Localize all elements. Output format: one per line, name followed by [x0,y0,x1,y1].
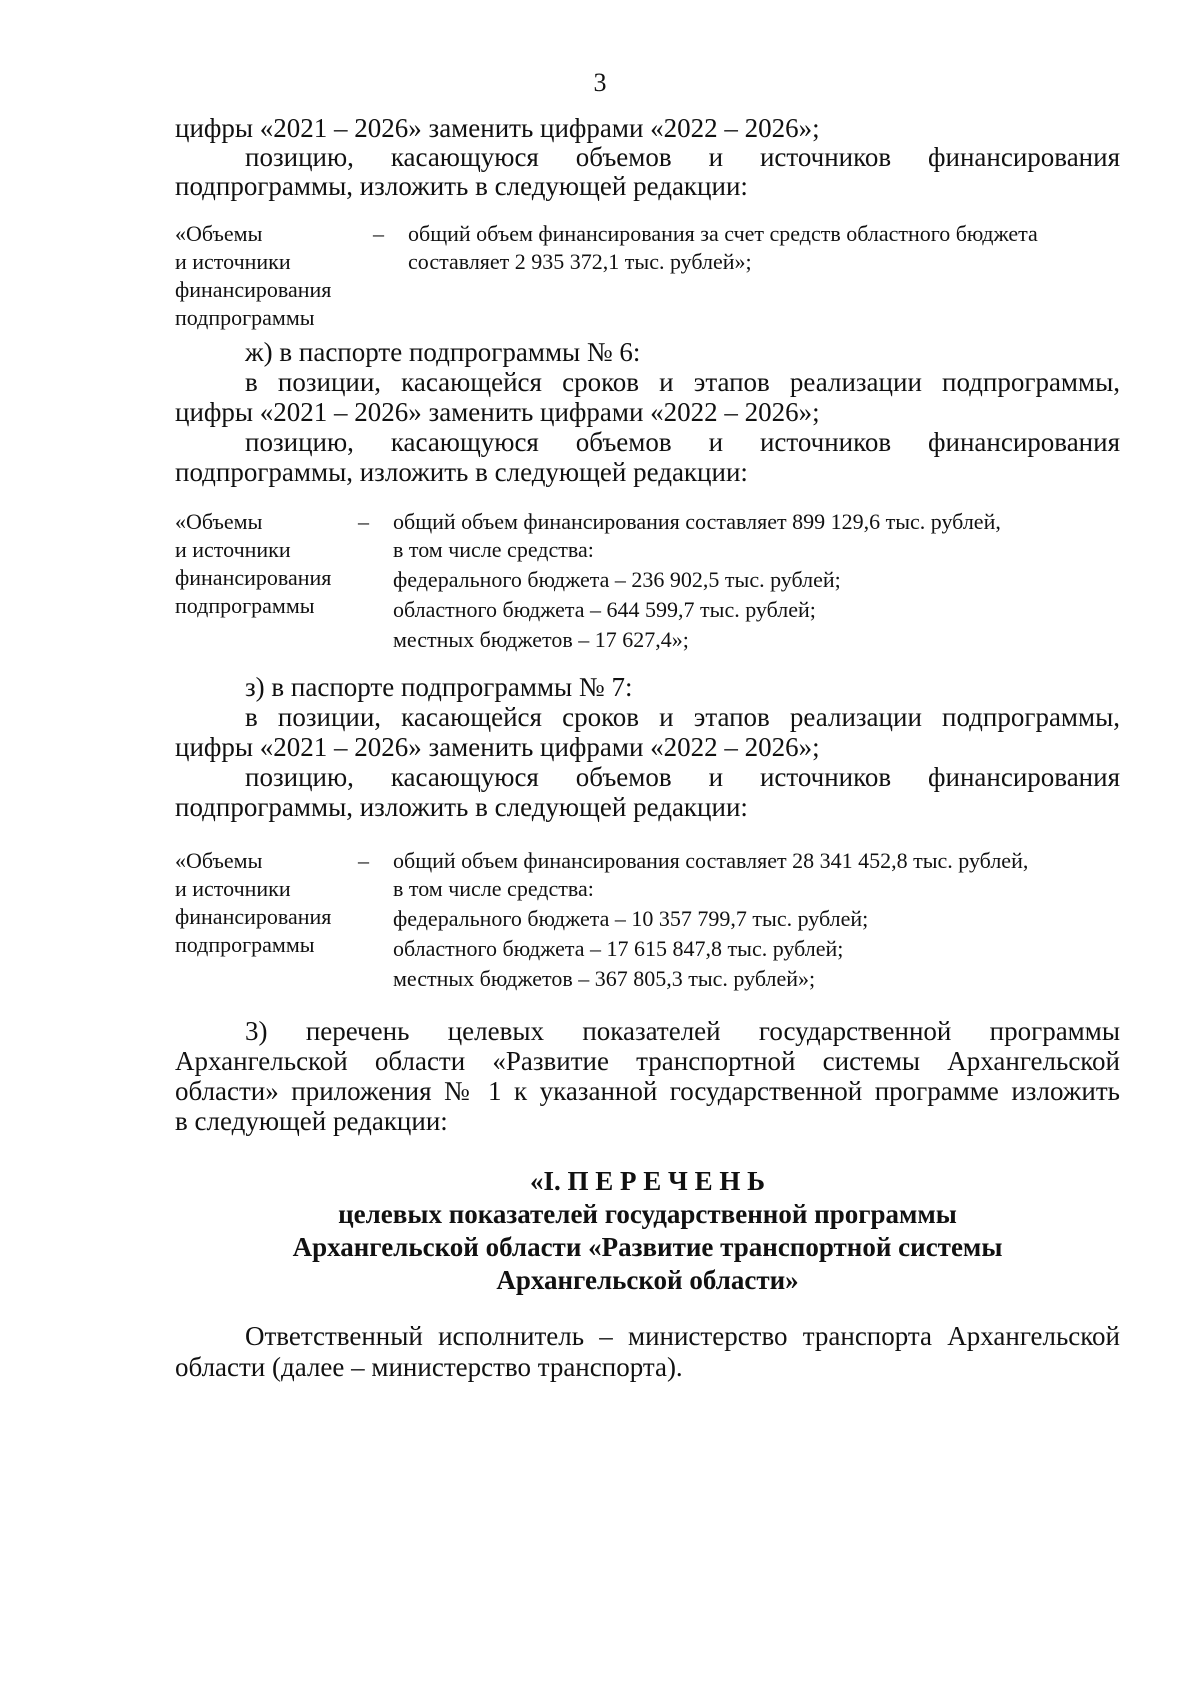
section-title-line1: «I. П Е Р Е Ч Е Н Ь [530,1166,765,1196]
financing-value: общий объем финансирования составляет 28 341 452,8 тыс. рублей, в том числе средства: федерального бюджета – 10 357 799,7 тыс. рублей; областного бюджета – 17 615 847,8 тыс. рублей; местных бюджетов – 367 805,3 тыс. рублей»; [393,848,1029,991]
section-title [175,1165,1120,1297]
responsible-line1: Ответственный исполнитель – министерство транспорта Архангельской [245,1321,1120,1351]
item3-line3: области» приложения № 1 к указанной государственной программе изложить [175,1076,1120,1106]
section-z-terms-line1: в позиции, касающейся сроков и этапов реализации подпрограммы, [245,702,1120,732]
paragraph-position-line2: подпрограммы, изложить в следующей редакции: [175,171,748,201]
financing-value: общий объем финансирования составляет 899 129,6 тыс. рублей, в том числе средства: федерального бюджета – 236 902,5 тыс. рублей; областного бюджета – 644 599,7 тыс. рублей; местных бюджетов – 17 627,4»; [393,509,1001,652]
paragraph-position-line1: позицию, касающуюся объемов и источников финансирования [245,142,1120,172]
section-z-position-line1: позицию, касающуюся объемов и источников финансирования [245,762,1120,792]
page-number: 3 [593,68,607,97]
financing-dash: – [358,848,369,873]
financing-value: общий объем финансирования за счет средств областного бюджета составляет 2 935 372,1 тыс. рублей»; [408,221,1038,274]
section-title-line3: Архангельской области «Развитие транспортной системы [292,1232,1003,1262]
section-zh-heading: ж) в паспорте подпрограммы № 6: [245,337,641,367]
section-z-position-line2: подпрограммы, изложить в следующей редакции: [175,792,748,822]
item3-line4: в следующей редакции: [175,1106,448,1136]
section-zh-terms-line1: в позиции, касающейся сроков и этапов реализации подпрограммы, [245,367,1120,397]
financing-dash: – [358,509,369,534]
section-z-terms-line2: цифры «2021 – 2026» заменить цифрами «2022 – 2026»; [175,732,820,762]
financing-label: «Объемы и источники финансирования подпрограммы [175,221,332,330]
responsible-line2: области (далее – министерство транспорта). [175,1352,683,1382]
paragraph-digits-replace: цифры «2021 – 2026» заменить цифрами «2022 – 2026»; [175,113,820,143]
item3-line2: Архангельской области «Развитие транспортной системы Архангельской [175,1046,1120,1076]
section-zh-position-line1: позицию, касающуюся объемов и источников финансирования [245,427,1120,457]
section-title-line2: целевых показателей государственной программы [338,1199,957,1229]
financing-label: «Объемы и источники финансирования подпрограммы [175,848,332,957]
financing-label: «Объемы и источники финансирования подпрограммы [175,509,332,618]
section-zh-position-line2: подпрограммы, изложить в следующей редакции: [175,457,748,487]
financing-dash: – [373,221,384,246]
section-z-heading: з) в паспорте подпрограммы № 7: [245,672,633,702]
section-title-line4: Архангельской области» [496,1265,799,1295]
section-zh-terms-line2: цифры «2021 – 2026» заменить цифрами «2022 – 2026»; [175,397,820,427]
item3-line1: 3) перечень целевых показателей государственной программы [245,1016,1120,1046]
